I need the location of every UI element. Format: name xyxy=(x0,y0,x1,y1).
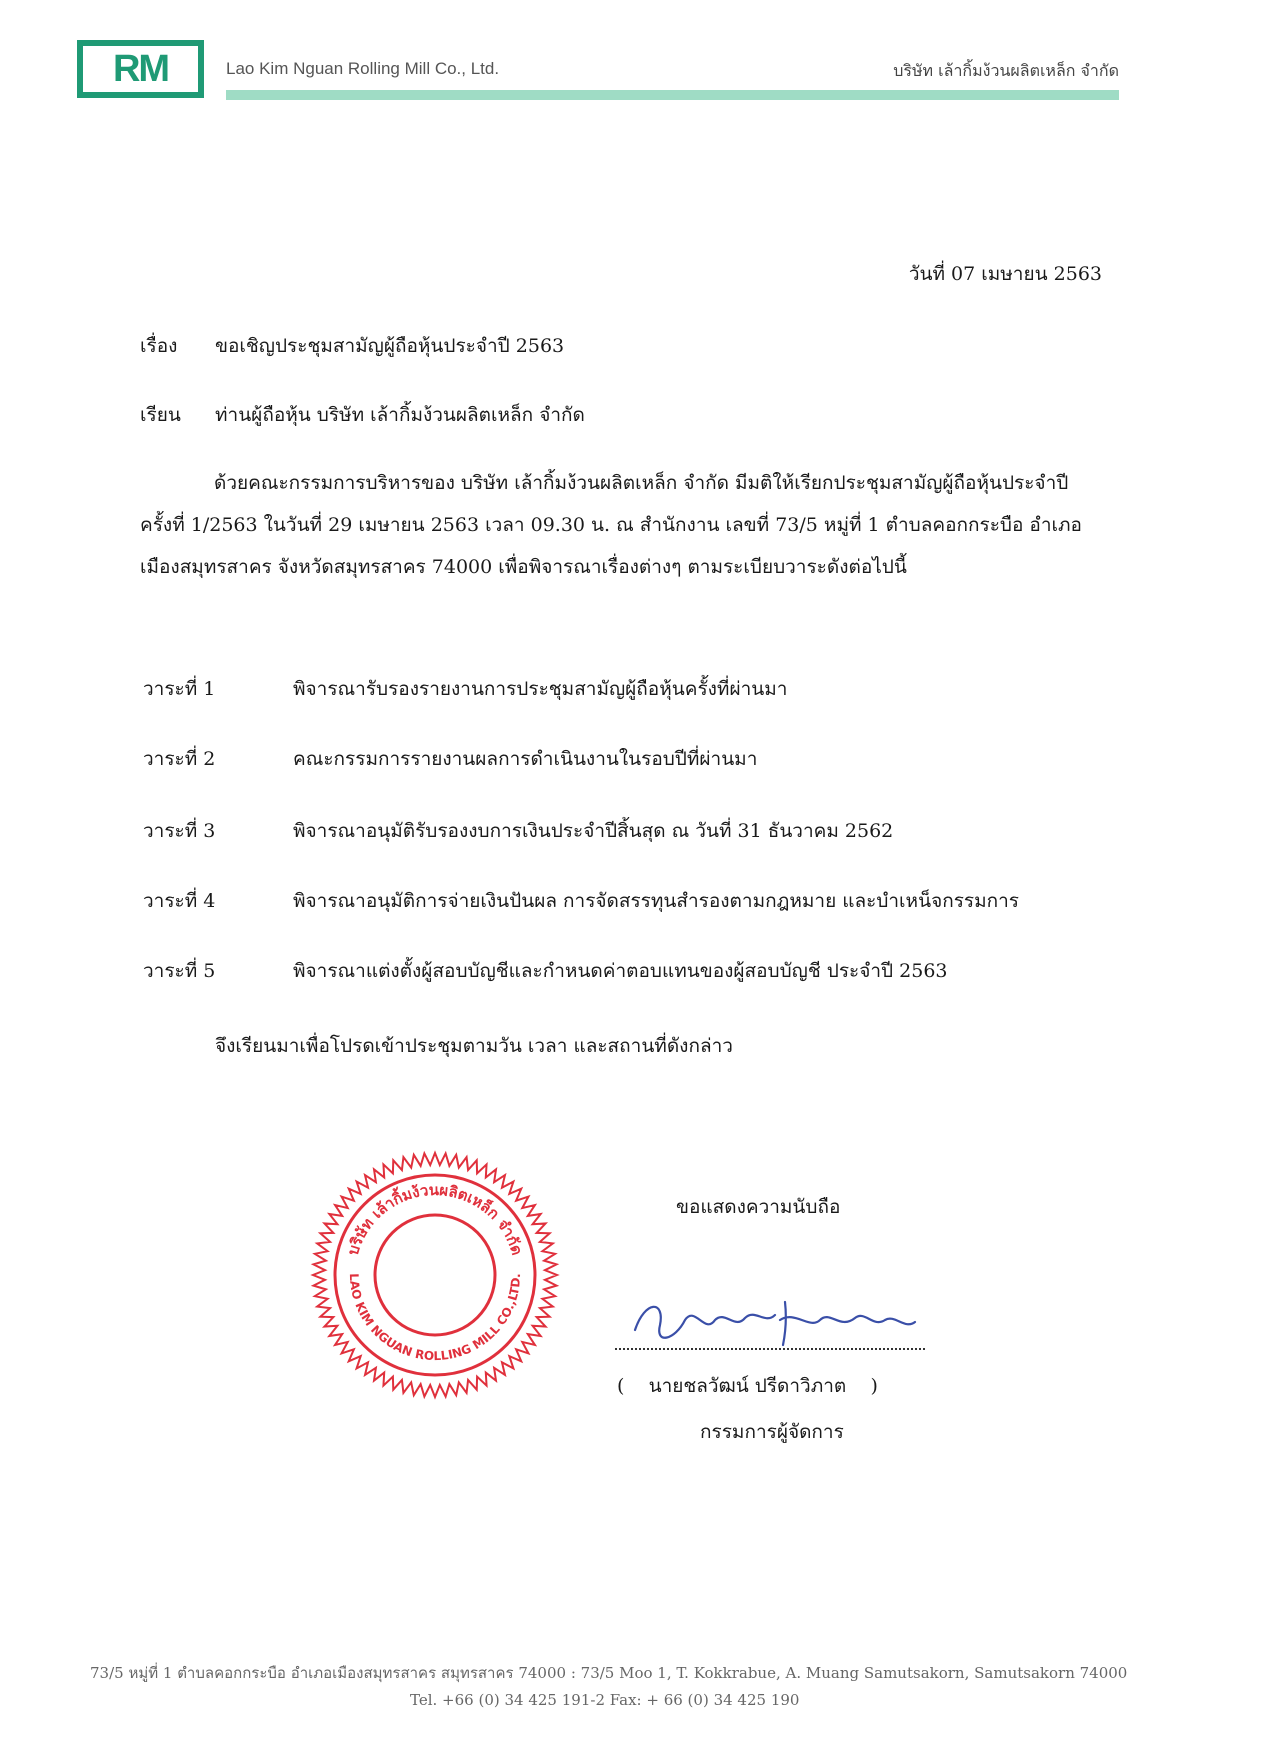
recipient-text: ท่านผู้ถือหุ้น บริษัท เล้ากิ้มง้วนผลิตเหล็ก จำกัด xyxy=(215,404,585,426)
footer-contact: Tel. +66 (0) 34 425 191-2 Fax: + 66 (0) 34 425 190 xyxy=(410,1691,800,1709)
body-text: ด้วยคณะกรรมการบริหารของ บริษัท เล้ากิ้มง้วนผลิตเหล็ก จำกัด มีมติให้เรียกประชุมสามัญผู้ถือหุ้นประจำปี ครั้งที่ 1/2563 ในวันที่ 29 เมษายน 2563 เวลา 09.30 น. ณ สำนักงาน เลขที่ 73/5 หมู่ที่ 1 ตำบลคอกกระบือ อำเภอเมืองสมุทรสาคร จังหวัดสมุทรสาคร 74000 เพื่อพิจารณาเรื่องต่างๆ ตามระเบียบวาระดังต่อไปนี้ xyxy=(140,472,1082,578)
agenda-text-1: พิจารณารับรองรายงานการประชุมสามัญผู้ถือหุ้นครั้งที่ผ่านมา xyxy=(293,678,788,700)
company-name-thai: บริษัท เล้ากิ้มง้วนผลิตเหล็ก จำกัด xyxy=(893,61,1119,80)
body-paragraph xyxy=(140,462,1105,588)
agenda-text-3: พิจารณาอนุมัติรับรองงบการเงินประจำปีสิ้นสุด ณ วันที่ 31 ธันวาคม 2562 xyxy=(293,820,894,842)
subject-label: เรื่อง xyxy=(140,335,178,357)
agenda-label-4: วาระที่ 4 xyxy=(143,890,216,912)
svg-text:LAO KIM NGUAN ROLLING MILL CO. xyxy=(347,1273,523,1363)
header-divider xyxy=(226,90,1119,100)
agenda-text-2: คณะกรรมการรายงานผลการดำเนินงานในรอบปีที่ผ่านมา xyxy=(293,748,758,770)
company-name-english: Lao Kim Nguan Rolling Mill Co., Ltd. xyxy=(226,59,500,78)
company-seal xyxy=(310,1150,560,1400)
company-logo xyxy=(77,40,204,98)
agenda-label-5: วาระที่ 5 xyxy=(143,960,216,982)
recipient-label: เรียน xyxy=(140,404,181,426)
agenda-text-4: พิจารณาอนุมัติการจ่ายเงินปันผล การจัดสรรทุนสำรองตามกฎหมาย และบำเหน็จกรรมการ xyxy=(293,890,1020,912)
signer-paren-close: ) xyxy=(870,1375,878,1397)
signer-name-line xyxy=(617,1373,878,1399)
seal-text-thai: บริษัท เล้ากิ้มง้วนผลิตเหล็ก จำกัด xyxy=(343,1180,527,1258)
subject-text: ขอเชิญประชุมสามัญผู้ถือหุ้นประจำปี 2563 xyxy=(215,335,565,357)
agenda-label-2: วาระที่ 2 xyxy=(143,748,216,770)
sign-off: ขอแสดงความนับถือ xyxy=(676,1196,841,1218)
agenda-text-5: พิจารณาแต่งตั้งผู้สอบบัญชีและกำหนดค่าตอบแทนของผู้สอบบัญชี ประจำปี 2563 xyxy=(293,960,948,982)
closing-line: จึงเรียนมาเพื่อโปรดเข้าประชุมตามวัน เวลา และสถานที่ดังกล่าว xyxy=(215,1035,733,1057)
signer-title: กรรมการผู้จัดการ xyxy=(700,1421,844,1443)
footer-address: 73/5 หมู่ที่ 1 ตำบลคอกกระบือ อำเภอเมืองสมุทรสาคร สมุทรสาคร 74000 : 73/5 Moo 1, T. Kokkrabue, A. Muang Samutsakorn, Samutsakorn 74000 xyxy=(90,1664,1128,1682)
signature-line xyxy=(615,1348,925,1350)
agenda-label-3: วาระที่ 3 xyxy=(143,820,216,842)
agenda-label-1: วาระที่ 1 xyxy=(143,678,216,700)
logo-text: RM xyxy=(112,47,169,90)
letter-date: วันที่ 07 เมษายน 2563 xyxy=(908,263,1102,285)
signer-name: นายชลวัฒน์ ปรีดาวิภาต xyxy=(648,1375,847,1397)
handwritten-signature xyxy=(615,1290,925,1350)
seal-text-english: LAO KIM NGUAN ROLLING MILL CO.,LTD. xyxy=(346,1273,524,1364)
signer-paren-open: ( xyxy=(617,1375,625,1397)
svg-text:บริษัท เล้ากิ้มง้วนผลิตเหล็ก จ xyxy=(344,1181,527,1257)
